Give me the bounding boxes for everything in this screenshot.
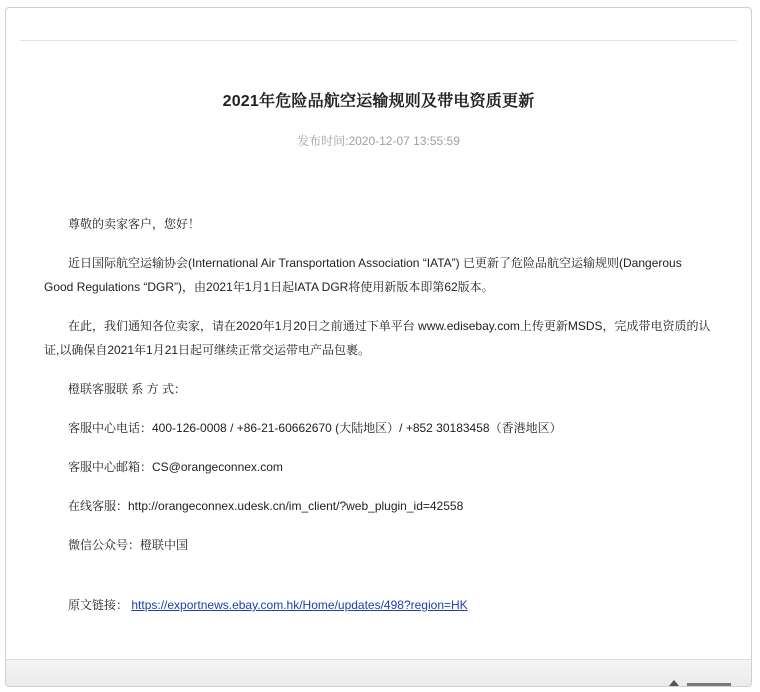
bottom-bar bbox=[6, 659, 751, 686]
article-title: 2021年危险品航空运输规则及带电资质更新 bbox=[222, 93, 535, 110]
bottom-controls bbox=[669, 680, 731, 686]
contact-email: 客服中心邮箱：CS@orangeconnex.com bbox=[68, 460, 283, 474]
article-body bbox=[44, 212, 713, 632]
source-link[interactable]: https://exportnews.ebay.com.hk/Home/updates/498?region=HK bbox=[131, 598, 468, 612]
publish-time: 发布时间:2020-12-07 13:55:59 bbox=[297, 134, 460, 148]
contact-wechat: 微信公众号：橙联中国 bbox=[68, 538, 189, 552]
source-line bbox=[44, 593, 713, 617]
top-divider bbox=[20, 40, 737, 41]
greeting: 尊敬的卖家客户，您好！ bbox=[68, 217, 201, 231]
contact-phone: 客服中心电话：400-126-0008 / +86-21-60662670 (大陆地区）/ +852 30183458（香港地区） bbox=[68, 421, 562, 435]
contact-heading: 橙联客服联 系 方 式： bbox=[68, 382, 187, 396]
paragraph-iata-update: 近日国际航空运输协会(International Air Transportation Association “IATA”) 已更新了危险品航空运输规则(Dangerous Good Regulations “DGR”)，由2021年1月1日起IATA DGR将使用新版本即第62版本。 bbox=[44, 256, 682, 294]
article-panel bbox=[5, 7, 752, 687]
contact-online: 在线客服：http://orangeconnex.udesk.cn/im_client/?web_plugin_id=42558 bbox=[68, 499, 464, 513]
arrow-up-icon[interactable] bbox=[669, 680, 679, 686]
paragraph-msds-notice: 在此，我们通知各位卖家，请在2020年1月20日之前通过下单平台 www.edisebay.com上传更新MSDS，完成带电资质的认证,以确保自2021年1月21日起可继续正常交运带电产品包裹。 bbox=[44, 319, 711, 357]
toolbar-handle[interactable] bbox=[687, 683, 731, 686]
source-label: 原文链接： bbox=[68, 598, 129, 612]
